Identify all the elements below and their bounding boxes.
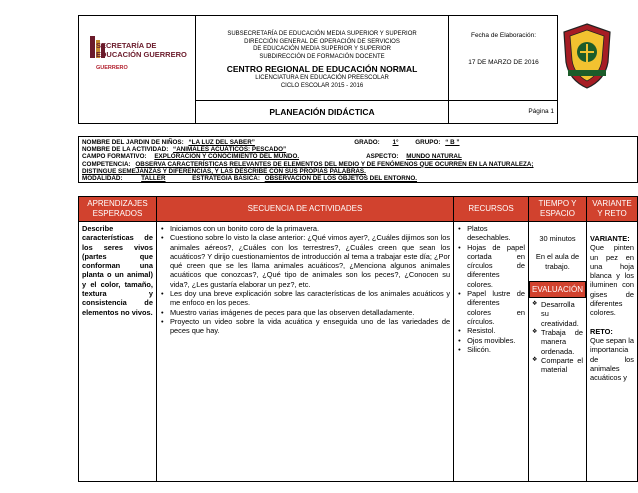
- variante-text: Que pinten un pez en una hoja blanca y los iluminen con gises de diferentes colores.: [589, 243, 634, 318]
- recurso-item: • Resistol.: [457, 326, 525, 335]
- estrategia-value: OBSERVACIÓN DE LOS OBJETOS DEL ENTORNO.: [264, 175, 418, 183]
- logo-text-line-1: SECRETARÍA DE: [96, 41, 157, 50]
- recurso-item: • Hojas de papel cortada en círculos de diferentes colores.: [457, 243, 525, 289]
- logo-text: [96, 42, 187, 59]
- aspecto-value: MUNDO NATURAL: [406, 153, 462, 161]
- evaluacion-item: ❖ Comparte el material: [532, 356, 583, 375]
- aspecto-label: ASPECTO:: [366, 153, 399, 161]
- program-name: LICENCIATURA EN EDUCACIÓN PREESCOLAR: [255, 75, 389, 81]
- actividad-label: NOMBRE DE LA ACTIVIDAD:: [82, 146, 169, 154]
- modalidad-row: [82, 175, 634, 182]
- secuencia-item: • Proyecto un video sobre la vida acuática y enseguida uno de las variedades de peces que hay.: [160, 317, 450, 336]
- espacio-value: En el aula de trabajo.: [535, 252, 580, 271]
- page-cell: [449, 101, 558, 124]
- fecha-value: 17 DE MARZO DE 2016: [468, 59, 539, 66]
- activity-info: [78, 136, 638, 183]
- competencia-row-2: [82, 168, 634, 175]
- modalidad-label: MODALIDAD:: [82, 175, 123, 183]
- competencia-row: [82, 161, 634, 168]
- recurso-item: • Silicón.: [457, 345, 525, 354]
- recursos-cell: [454, 222, 529, 482]
- evaluacion-item: ❖ Trabaja de manera ordenada.: [532, 328, 583, 356]
- evaluacion-item: ❖ Desarrolla su creatividad.: [532, 300, 583, 328]
- header-main-cell: [196, 15, 449, 101]
- modalidad-value: TALLER: [141, 175, 166, 183]
- logo-text-line-2: EDUCACIÓN GUERRERO: [96, 49, 187, 59]
- grado-label: GRADO:: [354, 139, 380, 146]
- jardin-label: NOMBRE DEL JARDIN DE NIÑOS:: [82, 139, 184, 146]
- secuencia-item: • Cuestiono sobre lo visto la clase anterior: ¿Qué vimos ayer?, ¿Cuáles dijimos son los animales aéreos?, ¿Cuáles con los terrestres?, ¿Cuáles creen que sean los acuáticos? Y dirijo cuestionamientos de introducción al tema a trabajar este día; ¿Por qué creen que se les llama animales acuáticos?, ¿Menciona algunos animales acuáticos que conozcas?, ¿Qué tipo de animales son los peces?, ¿Conocen su vida?, ¿Les gustaría elaborar un pez?, etc.: [160, 233, 450, 289]
- header-line-1: SUBSECRETARÍA DE EDUCACIÓN MEDIA SUPERIOR Y SUPERIOR: [227, 31, 417, 37]
- jardin-value: “LA LUZ DEL SABER”: [188, 139, 255, 146]
- competencia-value-1: OBSERVA CARACTERÍSTICAS RELEVANTES DE ELEMENTOS DEL MEDIO Y DE FENÓMENOS QUE OCURREN EN LA NATURALEZA;: [135, 160, 534, 168]
- grado-value: 1°: [392, 139, 399, 146]
- plan-cell: [196, 101, 449, 124]
- normal-school-crest-icon: [560, 22, 614, 90]
- planning-table: [78, 196, 638, 482]
- tiempo-cell: [529, 222, 587, 482]
- evaluacion-header: EVALUACIÓN: [529, 281, 586, 298]
- variante-label: VARIANTE:: [589, 234, 630, 243]
- grupo-value: “ B ”: [445, 139, 460, 146]
- reto-text: Que sepan la importancia de los animales acuáticos y: [589, 335, 634, 383]
- header-aprendizajes: APRENDIZAJES ESPERADOS: [79, 197, 157, 222]
- date-cell: [449, 15, 558, 101]
- competencia-label: COMPETENCIA:: [82, 160, 131, 168]
- logo-small-text: GUERRERO: [96, 65, 128, 71]
- campo-label: CAMPO FORMATIVO:: [82, 153, 147, 161]
- recurso-item: • Papel lustre de diferentes colores en círculos.: [457, 289, 525, 326]
- header-secuencia: SECUENCIA DE ACTIVIDADES: [156, 197, 453, 222]
- header-recursos: RECURSOS: [454, 197, 529, 222]
- plan-title: PLANEACIÓN DIDÁCTICA: [269, 107, 375, 117]
- aprendizaje-text: Describe características de los seres vivos (partes que conforman una planta o un animal) y el color, tamaño, textura y consistencia de elementos no vivos.: [82, 224, 153, 317]
- recurso-item: • Platos desechables.: [457, 224, 525, 243]
- actividad-value: “ANIMALES ACUÁTICOS: PESCADO”: [173, 146, 287, 154]
- header-variante: VARIANTE Y RETO: [586, 197, 637, 222]
- recurso-item: • Ojos movibles.: [457, 336, 525, 345]
- secuencia-item: • Iniciamos con un bonito coro de la primavera.: [160, 224, 450, 233]
- header-line-4: SUBDIRECCIÓN DE FORMACIÓN DOCENTE: [259, 53, 385, 60]
- table-row: [79, 222, 638, 482]
- grupo-label: GRUPO:: [415, 139, 441, 146]
- campo-value: EXPLORACIÓN Y CONOCIMIENTO DEL MUNDO.: [154, 153, 300, 161]
- school-name: CENTRO REGIONAL DE EDUCACIÓN NORMAL: [226, 64, 418, 74]
- table-header-row: [79, 197, 638, 222]
- secuencia-item: • Muestro varias imágenes de peces para que las observen detalladamente.: [160, 308, 450, 317]
- secuencia-item: • Les doy una breve explicación sobre las características de los animales acuáticos y me enfoco en los peces.: [160, 289, 450, 308]
- estrategia-label: ESTRATEGIA BASICA:: [192, 175, 260, 183]
- header-tiempo: TIEMPO Y ESPACIO: [529, 197, 587, 222]
- competencia-value-2: DISTINGUE SEMEJANZAS Y DIFERENCIAS, Y LAS DESCRIBE CON SUS PROPIAS PALABRAS.: [82, 167, 366, 175]
- variante-cell: [586, 222, 637, 482]
- aprendizaje-cell: [79, 222, 157, 482]
- campo-row: [82, 153, 634, 160]
- school-cycle: CICLO ESCOLAR 2015 - 2016: [280, 82, 364, 89]
- header-line-2: DIRECCIÓN GENERAL DE OPERACIÓN DE SERVICIOS: [244, 38, 400, 45]
- secuencia-cell: [156, 222, 453, 482]
- header-line-3: DE EDUCACIÓN MEDIA SUPERIOR Y SUPERIOR: [253, 46, 391, 52]
- reto-label: RETO:: [589, 326, 613, 336]
- page-number: Página 1: [528, 108, 554, 115]
- fecha-label: Fecha de Elaboración:: [470, 32, 537, 39]
- tiempo-value: 30 minutos: [539, 234, 576, 243]
